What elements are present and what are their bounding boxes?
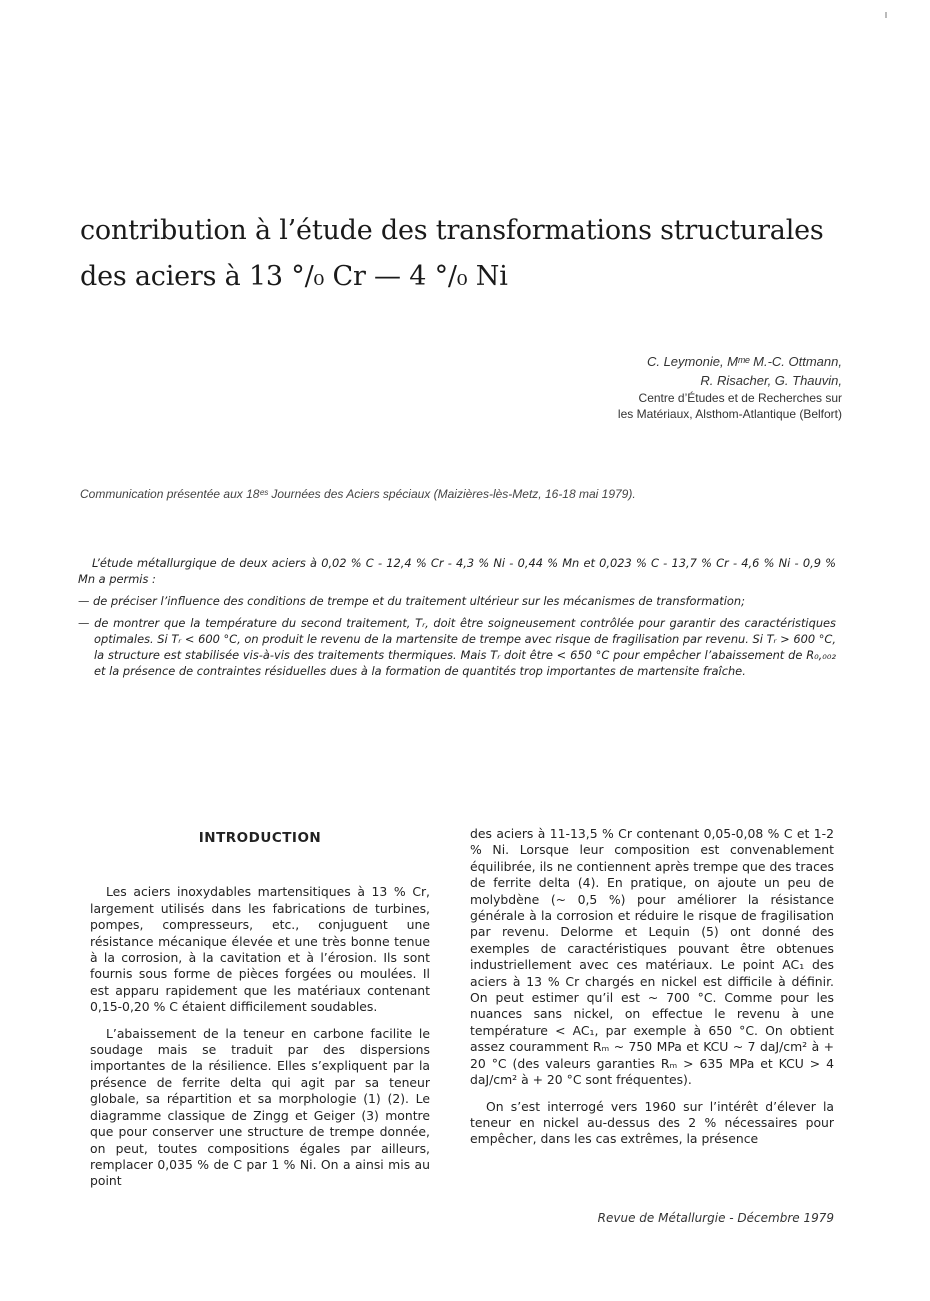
abstract-lead: L’étude métallurgique de deux aciers à 0,02 % C - 12,4 % Cr - 4,3 % Ni - 0,44 % Mn et 0,023 % C - 13,7 % Cr - 4,6 % Ni - 0,9 % Mn a permis : bbox=[78, 556, 836, 586]
column-right bbox=[470, 826, 834, 1158]
section-heading-introduction: INTRODUCTION bbox=[198, 830, 322, 846]
journal-footer: Revue de Métallurgie - Décembre 1979 bbox=[597, 1211, 834, 1225]
author-names-2: R. Risacher, G. Thauvin, bbox=[700, 373, 842, 388]
communication-note: Communication présentée aux 18ᵉˢ Journées des Aciers spéciaux (Maizières-lès-Metz, 16-18 mai 1979). bbox=[80, 487, 636, 501]
affiliation-1: Centre d’Études et de Recherches sur bbox=[638, 391, 842, 405]
abstract bbox=[78, 555, 836, 685]
intro-paragraph-1: Les aciers inoxydables martensitiques à 13 % Cr, largement utilisés dans les fabrications de turbines, pompes, compresseurs, etc., conjuguent une résistance mécanique élevée et une très bonne tenue à la corrosion, à la cavitation et à l’érosion. Ils sont fournis sous forme de pièces forgées ou moulées. Il est apparu rapidement que les matériaux contenant 0,15-0,20 % C étaient difficilement soudables. bbox=[90, 884, 430, 1015]
abstract-item-1: — de préciser l’influence des conditions de trempe et du traitement ultérieur sur les mécanismes de transformation; bbox=[78, 594, 745, 608]
margin-mark bbox=[885, 12, 887, 18]
intro-paragraph-3: des aciers à 11-13,5 % Cr contenant 0,05-0,08 % C et 1-2 % Ni. Lorsque leur composition est convenablement équilibrée, ils ne contiennent après trempe que des traces de ferrite delta (4). En pratique, on ajoute un peu de molybdène (~ 0,5 %) pour améliorer la résistance générale à la corrosion et réduire le risque de fragilisation par revenu. Delorme et Lequin (5) ont donné des exemples de caractéristiques pouvant être obtenues industriellement avec ces matériaux. Le point AC₁ des aciers à 13 % Cr chargés en nickel est difficile à définir. On peut estimer qu’il est ~ 700 °C. Comme pour les nuances sans nickel, on effectue le revenu à une température < AC₁, par exemple à 650 °C. On obtient assez couramment Rₘ ~ 750 MPa et KCU ~ 7 daJ/cm² à + 20 °C (des valeurs garanties Rₘ > 635 MPa et KCU > 4 daJ/cm² à + 20 °C sont fréquentes). bbox=[470, 826, 834, 1088]
title-line-1: contribution à l’étude des transformations structurales bbox=[80, 215, 824, 246]
title-line-2: des aciers à 13 °/₀ Cr — 4 °/₀ Ni bbox=[80, 261, 508, 292]
intro-paragraph-2: L’abaissement de la teneur en carbone facilite le soudage mais se traduit par des dispersions importantes de la résilience. Elles s’expliquent par la présence de ferrite delta qui agit par sa teneur globale, sa répartition et sa morphologie (1) (2). Le diagramme classique de Zingg et Geiger (3) montre que pour conserver une structure de trempe donnée, on peut, toutes compositions égales par ailleurs, remplacer 0,035 % de C par 1 % Ni. On a ainsi mis au point bbox=[90, 1025, 430, 1189]
author-block bbox=[618, 352, 842, 422]
intro-paragraph-4: On s’est interrogé vers 1960 sur l’intérêt d’élever la teneur en nickel au-dessus des 2 % nécessaires pour empêcher, dans les cas extrêmes, la présence bbox=[470, 1098, 834, 1147]
abstract-item-2: — de montrer que la température du second traitement, Tᵣ, doit être soigneusement contrôlée pour garantir des caractéristiques optimales. Si Tᵣ < 600 °C, on produit le revenu de la martensite de trempe avec risque de fragilisation par revenu. Si Tᵣ > 600 °C, la structure est stabilisée vis-à-vis des traitements thermiques. Mais Tᵣ doit être < 650 °C pour empêcher l’abaissement de R₀,₀₀₂ et la présence de contraintes résiduelles dues à la formation de quantités trop importantes de martensite fraîche. bbox=[78, 616, 836, 678]
author-names-1: C. Leymonie, Mᵐᵉ M.-C. Ottmann, bbox=[646, 354, 842, 369]
column-left bbox=[90, 826, 430, 1200]
affiliation-2: les Matériaux, Alsthom-Atlantique (Belfort) bbox=[617, 407, 842, 421]
article-title bbox=[80, 208, 880, 300]
